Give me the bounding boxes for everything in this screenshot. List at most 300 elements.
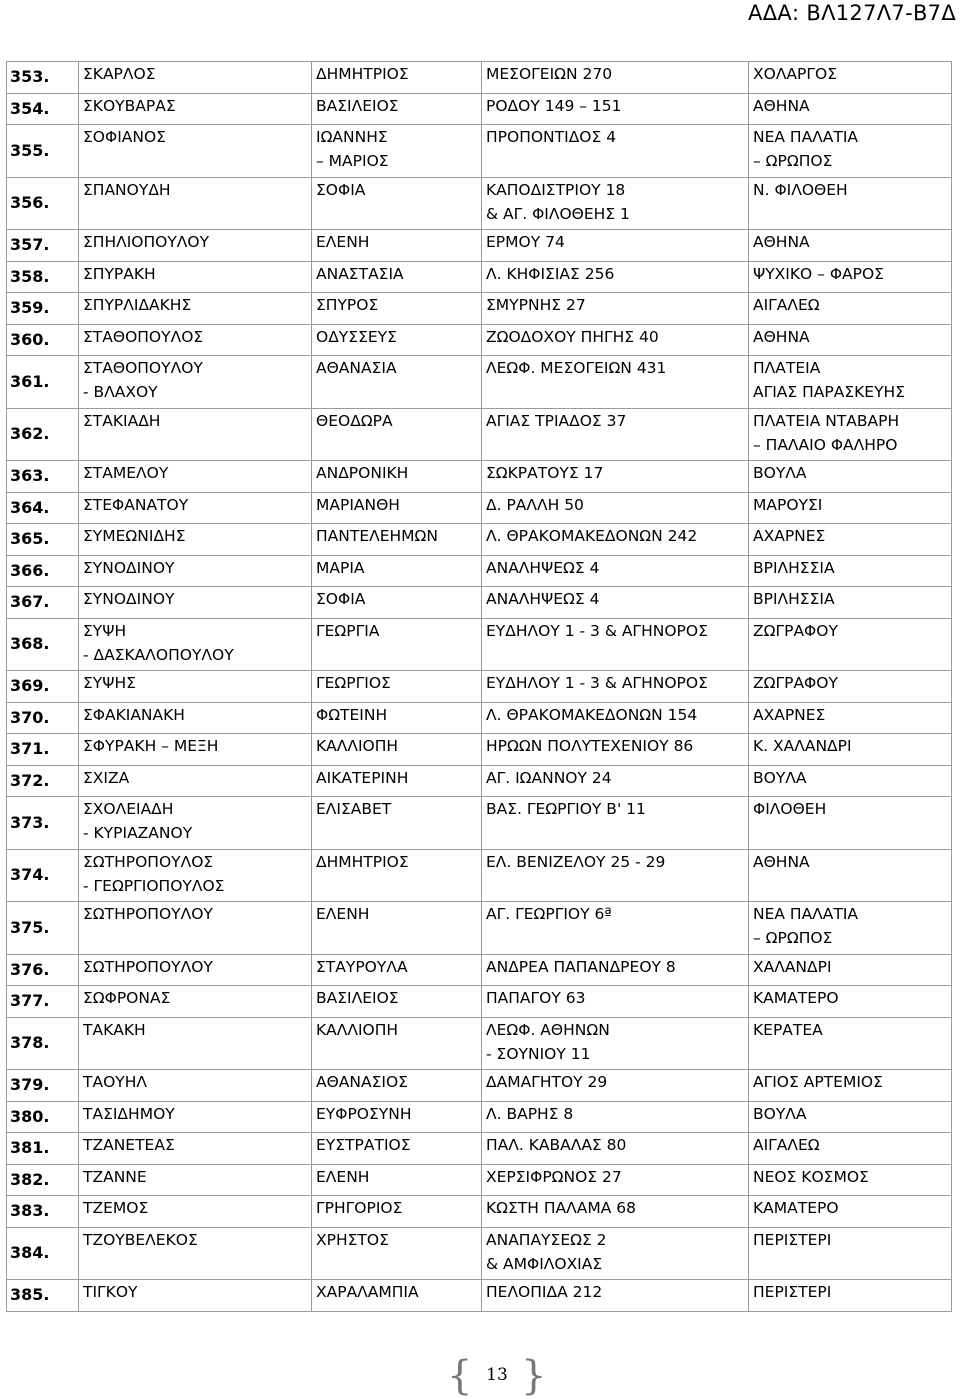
ada-code: ΑΔΑ: ΒΛ127Λ7-Β7Δ	[748, 1, 956, 25]
cell-area-line: ΠΕΡΙΣΤΕΡΙ	[753, 1283, 832, 1301]
table-row	[7, 587, 952, 619]
table-row	[7, 986, 952, 1018]
cell-address-line: ΑΝΑΛΗΨΕΩΣ 4	[486, 558, 600, 577]
cell-area-line: ΑΧΑΡΝΕΣ	[753, 527, 826, 545]
cell-surname	[79, 93, 312, 125]
cell-address	[482, 954, 749, 986]
cell-address-line: ΗΡΩΩΝ ΠΟΛΥΤΕΧΕΝΙΟΥ 86	[486, 737, 694, 755]
cell-area	[749, 986, 952, 1018]
cell-name-line: ΜΑΡΙΑΝΘΗ	[316, 495, 400, 514]
table-row	[7, 230, 952, 262]
cell-name-line: ΔΗΜΗΤΡΙΟΣ	[316, 65, 409, 83]
cell-surname-line: ΣΠΥΡΛΙΔΑΚΗΣ	[83, 296, 192, 314]
cell-area-line: ΠΕΡΙΣΤΕΡΙ	[753, 1230, 832, 1249]
cell-name-line: ΔΗΜΗΤΡΙΟΣ	[316, 852, 409, 871]
row-number: 384.	[7, 1227, 79, 1280]
cell-address-line: ΠΑΛ. ΚΑΒΑΛΑΣ 80	[486, 1136, 627, 1154]
cell-area-line: ΜΑΡΟΥΣΙ	[753, 495, 823, 514]
cell-address-line: ΧΕΡΣΙΦΡΩΝΟΣ 27	[486, 1167, 622, 1186]
cell-surname	[79, 1196, 312, 1228]
cell-area-line: – ΩΡΩΠΟΣ	[753, 929, 833, 947]
cell-area-line: ΧΑΛΑΝΔΡΙ	[753, 957, 832, 976]
row-number: 354.	[7, 93, 79, 125]
page-number: 13	[486, 1365, 508, 1385]
cell-area	[749, 261, 952, 293]
row-number: 378.	[7, 1017, 79, 1070]
cell-name	[312, 1196, 482, 1228]
cell-name	[312, 1017, 482, 1070]
cell-address	[482, 125, 749, 178]
cell-area-line: ΑΘΗΝΑ	[753, 327, 810, 346]
cell-name-line: ΘΕΟΔΩΡΑ	[316, 411, 393, 430]
cell-surname	[79, 734, 312, 766]
cell-surname-line: ΤΖΑΝΝΕ	[83, 1167, 147, 1186]
table-row	[7, 734, 952, 766]
cell-name-line: ΕΛΕΝΗ	[316, 233, 370, 251]
table-row	[7, 954, 952, 986]
cell-surname	[79, 177, 312, 230]
cell-surname	[79, 1101, 312, 1133]
right-brace-icon: }	[521, 1353, 547, 1399]
cell-name	[312, 62, 482, 94]
cell-area	[749, 356, 952, 409]
row-number: 355.	[7, 125, 79, 178]
cell-address	[482, 408, 749, 461]
cell-address	[482, 356, 749, 409]
cell-surname	[79, 587, 312, 619]
cell-address	[482, 177, 749, 230]
cell-surname-line: ΣΠΥΡΑΚΗ	[83, 264, 156, 283]
cell-address-line: ΔΑΜΑΓΗΤΟΥ 29	[486, 1073, 608, 1091]
cell-surname	[79, 1280, 312, 1312]
row-number: 381.	[7, 1133, 79, 1165]
cell-name	[312, 734, 482, 766]
cell-surname-line: - ΔΑΣΚΑΛΟΠΟΥΛΟΥ	[83, 645, 234, 664]
cell-surname	[79, 1227, 312, 1280]
cell-name	[312, 797, 482, 850]
row-number: 372.	[7, 765, 79, 797]
cell-address	[482, 734, 749, 766]
cell-area-line: ΒΟΥΛΑ	[753, 1104, 807, 1123]
cell-area	[749, 797, 952, 850]
cell-area-line: ΨΥΧΙΚΟ – ΦΑΡΟΣ	[753, 264, 884, 283]
cell-name	[312, 1070, 482, 1102]
cell-area-line: ΚΕΡΑΤΕΑ	[753, 1020, 823, 1039]
cell-surname-line: ΣΧΟΛΕΙΑΔΗ	[83, 800, 174, 818]
cell-name	[312, 461, 482, 493]
cell-area-line: ΝΕΑ ΠΑΛΑΤΙΑ	[753, 905, 859, 923]
cell-name-line: ΕΛΙΣΑΒΕΤ	[316, 800, 392, 818]
table-row	[7, 1164, 952, 1196]
cell-area	[749, 1196, 952, 1228]
cell-name-line: ΣΟΦΙΑ	[316, 180, 366, 199]
cell-address	[482, 849, 749, 902]
cell-name-line: ΒΑΣΙΛΕΙΟΣ	[316, 989, 399, 1007]
cell-area-line: ΖΩΓΡΑΦΟΥ	[753, 674, 838, 692]
cell-name	[312, 356, 482, 409]
table-row	[7, 765, 952, 797]
cell-name-line: ΚΑΛΛΙΟΠΗ	[316, 1020, 399, 1039]
cell-address-line: ΑΓΙΑΣ ΤΡΙΑΔΟΣ 37	[486, 411, 627, 430]
cell-area	[749, 1017, 952, 1070]
row-number: 373.	[7, 797, 79, 850]
registry-table	[6, 61, 952, 1312]
cell-name-line: ΕΛΕΝΗ	[316, 905, 370, 923]
cell-address-line: ΑΝΑΠΑΥΣΕΩΣ 2	[486, 1230, 607, 1249]
cell-name-line: ΕΥΣΤΡΑΤΙΟΣ	[316, 1136, 411, 1154]
row-number: 364.	[7, 492, 79, 524]
row-number: 359.	[7, 293, 79, 325]
row-number: 376.	[7, 954, 79, 986]
cell-name	[312, 324, 482, 356]
cell-area-line: ΝΕΟΣ ΚΟΣΜΟΣ	[753, 1167, 869, 1186]
cell-surname-line: ΤΖΕΜΟΣ	[83, 1199, 149, 1217]
cell-address	[482, 902, 749, 955]
cell-area-line: ΒΟΥΛΑ	[753, 768, 807, 787]
cell-name-line: ΚΑΛΛΙΟΠΗ	[316, 737, 399, 755]
cell-name	[312, 671, 482, 703]
row-number: 362.	[7, 408, 79, 461]
table-row	[7, 261, 952, 293]
cell-address-line: ΕΥΔΗΛΟΥ 1 - 3 & ΑΓΗΝΟΡΟΣ	[486, 621, 708, 640]
cell-name-line: ΙΩΑΝΝΗΣ	[316, 128, 388, 146]
cell-name-line: ΧΑΡΑΛΑΜΠΙΑ	[316, 1283, 419, 1301]
cell-name-line: ΓΕΩΡΓΙΑ	[316, 621, 380, 640]
cell-surname	[79, 62, 312, 94]
table-row	[7, 125, 952, 178]
cell-address	[482, 797, 749, 850]
cell-address-line: & ΑΓ. ΦΙΛΟΘΕΗΣ 1	[486, 204, 630, 223]
cell-surname	[79, 125, 312, 178]
cell-name	[312, 93, 482, 125]
cell-name	[312, 1101, 482, 1133]
cell-surname	[79, 461, 312, 493]
cell-surname-line: ΣΟΦΙΑΝΟΣ	[83, 128, 166, 146]
cell-address-line: Λ. ΘΡΑΚΟΜΑΚΕΔΟΝΩΝ 154	[486, 705, 698, 724]
row-number: 385.	[7, 1280, 79, 1312]
cell-address-line: ΚΑΠΟΔΙΣΤΡΙΟΥ 18	[486, 180, 626, 199]
table-row	[7, 408, 952, 461]
cell-address	[482, 986, 749, 1018]
cell-address-line: ΛΕΩΦ. ΑΘΗΝΩΝ	[486, 1020, 610, 1039]
table-row	[7, 461, 952, 493]
registry-table-body	[7, 62, 952, 1312]
cell-area	[749, 555, 952, 587]
table-row	[7, 1227, 952, 1280]
cell-name-line: ΑΘΑΝΑΣΙΟΣ	[316, 1073, 408, 1091]
cell-surname	[79, 1133, 312, 1165]
cell-address	[482, 230, 749, 262]
cell-surname-line: - ΓΕΩΡΓΙΟΠΟΥΛΟΣ	[83, 876, 225, 895]
cell-address-line: ΚΩΣΤΗ ΠΑΛΑΜΑ 68	[486, 1199, 636, 1217]
cell-address-line: ΠΑΠΑΓΟΥ 63	[486, 989, 586, 1007]
cell-address	[482, 324, 749, 356]
cell-area	[749, 408, 952, 461]
cell-surname	[79, 324, 312, 356]
left-brace-icon: {	[447, 1353, 473, 1399]
cell-surname	[79, 702, 312, 734]
cell-name-line: ΕΛΕΝΗ	[316, 1167, 370, 1186]
cell-address	[482, 1101, 749, 1133]
cell-area-line: ΑΘΗΝΑ	[753, 852, 810, 871]
table-row	[7, 293, 952, 325]
cell-name	[312, 293, 482, 325]
cell-name-line: ΓΡΗΓΟΡΙΟΣ	[316, 1199, 403, 1217]
cell-area	[749, 230, 952, 262]
cell-surname	[79, 293, 312, 325]
cell-surname-line: ΣΠΗΛΙΟΠΟΥΛΟΥ	[83, 233, 210, 251]
cell-surname	[79, 797, 312, 850]
cell-area	[749, 1070, 952, 1102]
cell-name	[312, 1280, 482, 1312]
row-number: 367.	[7, 587, 79, 619]
cell-surname-line: ΣΠΑΝΟΥΔΗ	[83, 180, 171, 199]
cell-area-line: – ΩΡΩΠΟΣ	[753, 152, 833, 170]
table-row	[7, 1070, 952, 1102]
table-row	[7, 1017, 952, 1070]
cell-area	[749, 702, 952, 734]
row-number: 371.	[7, 734, 79, 766]
cell-address-line: ΑΝΑΛΗΨΕΩΣ 4	[486, 590, 600, 608]
cell-area	[749, 62, 952, 94]
cell-surname	[79, 356, 312, 409]
cell-address	[482, 524, 749, 556]
cell-name-line: ΕΥΦΡΟΣΥΝΗ	[316, 1104, 412, 1123]
table-row	[7, 1280, 952, 1312]
row-number: 360.	[7, 324, 79, 356]
cell-name	[312, 492, 482, 524]
cell-address	[482, 1070, 749, 1102]
table-row	[7, 902, 952, 955]
cell-surname	[79, 1164, 312, 1196]
row-number: 358.	[7, 261, 79, 293]
cell-surname-line: ΣΩΦΡΟΝΑΣ	[83, 989, 171, 1007]
row-number: 357.	[7, 230, 79, 262]
cell-name	[312, 1164, 482, 1196]
cell-name	[312, 524, 482, 556]
cell-area-line: ΑΓΙΟΣ ΑΡΤΕΜΙΟΣ	[753, 1073, 883, 1091]
cell-area-line: Κ. ΧΑΛΑΝΔΡΙ	[753, 737, 852, 755]
table-row	[7, 555, 952, 587]
table-row	[7, 1133, 952, 1165]
cell-area	[749, 293, 952, 325]
cell-surname	[79, 986, 312, 1018]
cell-address-line: ΕΥΔΗΛΟΥ 1 - 3 & ΑΓΗΝΟΡΟΣ	[486, 674, 708, 692]
cell-area	[749, 492, 952, 524]
table-row	[7, 356, 952, 409]
table-row	[7, 797, 952, 850]
table-row	[7, 849, 952, 902]
cell-name-line: ΠΑΝΤΕΛΕΗΜΩΝ	[316, 527, 438, 545]
cell-surname-line: ΤΖΑΝΕΤΕΑΣ	[83, 1136, 175, 1154]
row-number: 382.	[7, 1164, 79, 1196]
cell-name-line: ΑΝΔΡΟΝΙΚΗ	[316, 464, 409, 482]
cell-area	[749, 93, 952, 125]
cell-address	[482, 492, 749, 524]
cell-surname	[79, 902, 312, 955]
table-row	[7, 1196, 952, 1228]
cell-address	[482, 1164, 749, 1196]
row-number: 374.	[7, 849, 79, 902]
cell-name	[312, 125, 482, 178]
row-number: 370.	[7, 702, 79, 734]
cell-surname-line: - ΚΥΡΙΑΖΑΝΟΥ	[83, 824, 193, 842]
cell-surname-line: ΣΤΑΘΟΠΟΥΛΟΣ	[83, 327, 204, 346]
cell-surname-line: ΣΚΟΥΒΑΡΑΣ	[83, 96, 176, 115]
cell-area-line: ΝΕΑ ΠΑΛΑΤΙΑ	[753, 128, 859, 146]
cell-area	[749, 671, 952, 703]
cell-area	[749, 954, 952, 986]
row-number: 380.	[7, 1101, 79, 1133]
cell-address-line: Δ. ΡΑΛΛΗ 50	[486, 495, 584, 514]
cell-address	[482, 702, 749, 734]
cell-name	[312, 849, 482, 902]
row-number: 368.	[7, 618, 79, 671]
table-row	[7, 1101, 952, 1133]
row-number: 379.	[7, 1070, 79, 1102]
cell-surname-line: ΣΥΝΟΔΙΝΟΥ	[83, 558, 175, 577]
cell-surname-line: ΣΦΥΡΑΚΗ – ΜΕΞΗ	[83, 737, 219, 755]
cell-name-line: ΑΝΑΣΤΑΣΙΑ	[316, 264, 404, 283]
cell-surname-line: ΣΤΑΘΟΠΟΥΛΟΥ	[83, 359, 203, 377]
cell-surname-line: ΣΥΨΗΣ	[83, 674, 136, 692]
table-row	[7, 93, 952, 125]
cell-surname-line: ΣΥΨΗ	[83, 621, 127, 640]
cell-area-line: ΒΡΙΛΗΣΣΙΑ	[753, 558, 835, 577]
cell-name-line: ΑΘΑΝΑΣΙΑ	[316, 359, 397, 377]
cell-address	[482, 671, 749, 703]
cell-name	[312, 902, 482, 955]
cell-area	[749, 461, 952, 493]
cell-address-line: ΑΝΔΡΕΑ ΠΑΠΑΝΔΡΕΟΥ 8	[486, 957, 676, 976]
cell-area	[749, 734, 952, 766]
cell-surname-line: ΣΩΤΗΡΟΠΟΥΛΟΥ	[83, 905, 213, 923]
cell-address-line: & ΑΜΦΙΛΟΧΙΑΣ	[486, 1254, 603, 1273]
cell-address-line: ΠΕΛΟΠΙΔΑ 212	[486, 1283, 603, 1301]
cell-surname-line: ΣΩΤΗΡΟΠΟΥΛΟΣ	[83, 852, 214, 871]
table-row	[7, 177, 952, 230]
cell-address	[482, 62, 749, 94]
row-number: 369.	[7, 671, 79, 703]
page-footer	[0, 1353, 960, 1399]
table-row	[7, 492, 952, 524]
cell-surname	[79, 230, 312, 262]
cell-surname	[79, 492, 312, 524]
cell-address	[482, 618, 749, 671]
cell-area-line: ΑΘΗΝΑ	[753, 96, 810, 115]
cell-surname	[79, 524, 312, 556]
cell-area-line: ΑΘΗΝΑ	[753, 233, 810, 251]
cell-name-line: ΓΕΩΡΓΙΟΣ	[316, 674, 391, 692]
cell-name-line: ΣΠΥΡΟΣ	[316, 296, 379, 314]
row-number: 361.	[7, 356, 79, 409]
cell-surname-line: ΤΖΟΥΒΕΛΕΚΟΣ	[83, 1230, 198, 1249]
cell-area-line: ΚΑΜΑΤΕΡΟ	[753, 989, 839, 1007]
cell-surname	[79, 1017, 312, 1070]
cell-area-line: ΒΡΙΛΗΣΣΙΑ	[753, 590, 835, 608]
cell-name	[312, 261, 482, 293]
cell-area-line: ΒΟΥΛΑ	[753, 464, 807, 482]
cell-name	[312, 765, 482, 797]
cell-name	[312, 954, 482, 986]
row-number: 365.	[7, 524, 79, 556]
cell-address	[482, 1133, 749, 1165]
cell-area	[749, 125, 952, 178]
cell-name	[312, 1133, 482, 1165]
cell-address-line: Λ. ΚΗΦΙΣΙΑΣ 256	[486, 264, 615, 283]
cell-name-line: ΒΑΣΙΛΕΙΟΣ	[316, 96, 399, 115]
cell-surname	[79, 849, 312, 902]
cell-name-line: ΟΔΥΣΣΕΥΣ	[316, 327, 397, 346]
cell-area-line: ΑΙΓΑΛΕΩ	[753, 296, 820, 314]
cell-surname-line: ΣΦΑΚΙΑΝΑΚΗ	[83, 705, 185, 724]
cell-surname-line: ΣΤΑΚΙΑΔΗ	[83, 411, 161, 430]
cell-area	[749, 587, 952, 619]
cell-area-line: ΠΛΑΤΕΙΑ ΝΤΑΒΑΡΗ	[753, 411, 900, 430]
row-number: 356.	[7, 177, 79, 230]
cell-area-line: ΑΓΙΑΣ ΠΑΡΑΣΚΕΥΗΣ	[753, 383, 906, 401]
cell-surname-line: ΤΙΓΚΟΥ	[83, 1283, 138, 1301]
row-number: 383.	[7, 1196, 79, 1228]
cell-name	[312, 230, 482, 262]
cell-surname-line: ΣΥΜΕΩΝΙΔΗΣ	[83, 527, 186, 545]
cell-address	[482, 1017, 749, 1070]
cell-area-line: ΧΟΛΑΡΓΟΣ	[753, 65, 838, 83]
cell-address	[482, 587, 749, 619]
cell-surname	[79, 765, 312, 797]
cell-name-line: ΜΑΡΙΑ	[316, 558, 365, 577]
table-row	[7, 324, 952, 356]
table-row	[7, 671, 952, 703]
cell-address-line: ΑΓ. ΓΕΩΡΓΙΟΥ 6ª	[486, 905, 612, 923]
cell-address	[482, 1227, 749, 1280]
cell-name	[312, 177, 482, 230]
cell-area	[749, 1101, 952, 1133]
cell-address-line: ΠΡΟΠΟΝΤΙΔΟΣ 4	[486, 128, 617, 146]
cell-surname-line: ΤΑΟΥΗΛ	[83, 1073, 147, 1091]
table-row	[7, 62, 952, 94]
cell-surname	[79, 408, 312, 461]
cell-address-line: ΒΑΣ. ΓΕΩΡΓΙΟΥ Β' 11	[486, 800, 646, 818]
cell-address	[482, 1196, 749, 1228]
cell-address-line: ΛΕΩΦ. ΜΕΣΟΓΕΙΩΝ 431	[486, 359, 667, 377]
cell-name	[312, 587, 482, 619]
cell-area-line: ΠΛΑΤΕΙΑ	[753, 359, 821, 377]
cell-surname-line: ΣΥΝΟΔΙΝΟΥ	[83, 590, 175, 608]
row-number: 353.	[7, 62, 79, 94]
cell-address-line: ΣΩΚΡΑΤΟΥΣ 17	[486, 464, 604, 482]
cell-area	[749, 1227, 952, 1280]
cell-address-line: ΕΛ. ΒΕΝΙΖΕΛΟΥ 25 - 29	[486, 852, 666, 871]
cell-address	[482, 93, 749, 125]
cell-surname-line: ΣΚΑΡΛΟΣ	[83, 65, 156, 83]
row-number: 375.	[7, 902, 79, 955]
cell-name	[312, 555, 482, 587]
cell-area	[749, 1164, 952, 1196]
cell-name-line: ΧΡΗΣΤΟΣ	[316, 1230, 389, 1249]
cell-area-line: ΑΧΑΡΝΕΣ	[753, 705, 826, 724]
cell-area	[749, 618, 952, 671]
cell-name-line: ΣΤΑΥΡΟΥΛΑ	[316, 957, 408, 976]
cell-name-line: ΦΩΤΕΙΝΗ	[316, 705, 388, 724]
cell-surname	[79, 1070, 312, 1102]
table-row	[7, 702, 952, 734]
cell-area-line: Ν. ΦΙΛΟΘΕΗ	[753, 180, 848, 199]
cell-surname	[79, 261, 312, 293]
cell-area-line: ΖΩΓΡΑΦΟΥ	[753, 621, 838, 640]
cell-address	[482, 261, 749, 293]
cell-surname	[79, 555, 312, 587]
